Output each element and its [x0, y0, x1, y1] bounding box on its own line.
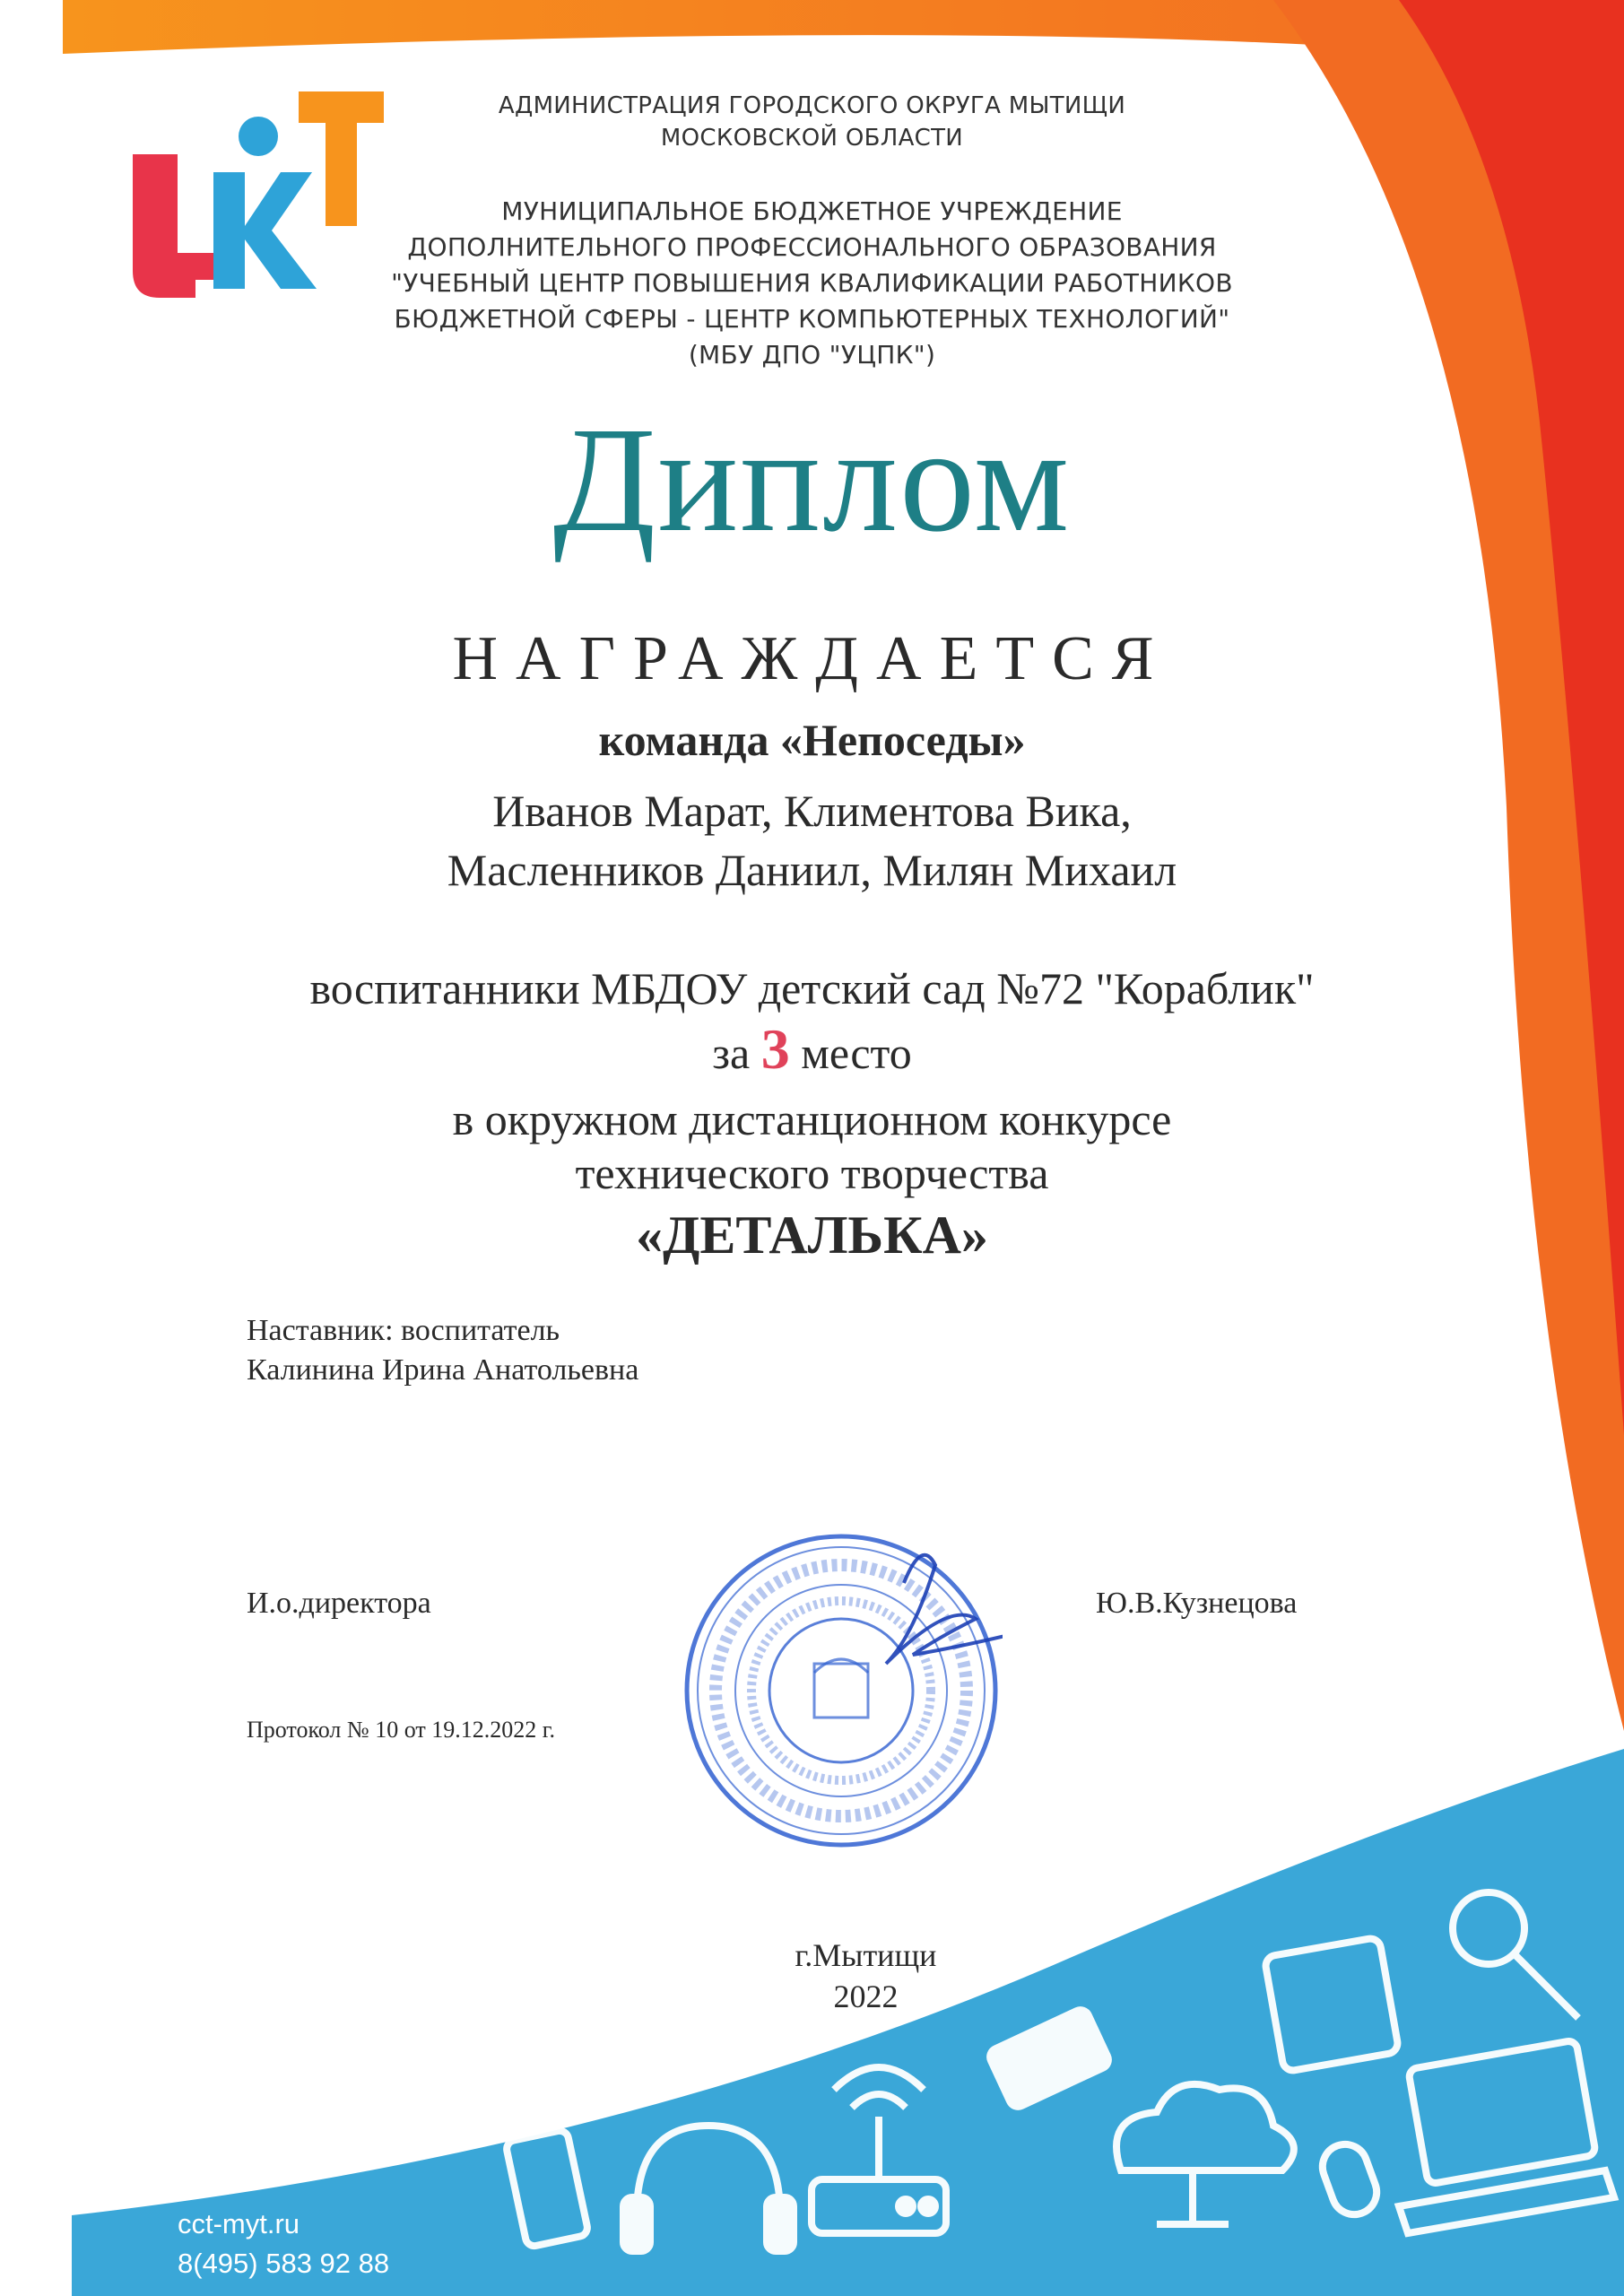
signature-position: И.о.директора: [247, 1587, 431, 1620]
protocol-line: Протокол № 10 от 19.12.2022 г.: [247, 1717, 555, 1743]
contest-name: «ДЕТАЛЬКА»: [636, 1205, 988, 1265]
footer-website[interactable]: cct-myt.ru: [178, 2208, 300, 2239]
official-stamp: [680, 1529, 1003, 1852]
year: 2022: [833, 1979, 899, 2014]
city: г.Мытищи: [795, 1937, 937, 1973]
mentor-role: Наставник: воспитатель: [247, 1314, 560, 1347]
awarded-heading: НАГРАЖДАЕТСЯ: [452, 624, 1172, 693]
members-line-2: Масленников Даниил, Милян Михаил: [447, 845, 1177, 895]
contest-line-1: в окружном дистанционном конкурсе: [452, 1094, 1172, 1144]
place-line: [0, 1017, 1624, 1081]
issuer-line-1: АДМИНИСТРАЦИЯ ГОРОДСКОГО ОКРУГА МЫТИЩИ: [498, 92, 1126, 119]
contest-line-2: технического творчества: [575, 1148, 1049, 1198]
team-name: команда «Непоседы»: [598, 715, 1026, 765]
issuer-line-2: МОСКОВСКОЙ ОБЛАСТИ: [660, 125, 964, 152]
org-line-2: ДОПОЛНИТЕЛЬНОГО ПРОФЕССИОНАЛЬНОГО ОБРАЗОВАНИЯ: [407, 232, 1217, 262]
org-line-1: МУНИЦИПАЛЬНОЕ БЮДЖЕТНОЕ УЧРЕЖДЕНИЕ: [501, 196, 1123, 226]
pupils-line: воспитанники МБДОУ детский сад №72 "Кораблик": [309, 963, 1315, 1013]
signature-name: Ю.В.Кузнецова: [1096, 1587, 1298, 1620]
page-title: Диплом: [552, 396, 1072, 563]
org-line-5: (МБУ ДПО "УЦПК"): [688, 340, 936, 370]
members-line-1: Иванов Марат, Климентова Вика,: [492, 786, 1132, 836]
place-suffix: место: [801, 1028, 912, 1078]
org-line-3: "УЧЕБНЫЙ ЦЕНТР ПОВЫШЕНИЯ КВАЛИФИКАЦИИ РАБОТНИКОВ: [391, 268, 1233, 298]
place-number: 3: [760, 1017, 790, 1081]
mentor-name: Калинина Ирина Анатольевна: [247, 1353, 639, 1387]
footer-phone: 8(495) 583 92 88: [178, 2248, 390, 2279]
place-prefix: за: [712, 1028, 751, 1078]
org-line-4: БЮДЖЕТНОЙ СФЕРЫ - ЦЕНТР КОМПЬЮТЕРНЫХ ТЕХНОЛОГИЙ": [394, 304, 1230, 334]
